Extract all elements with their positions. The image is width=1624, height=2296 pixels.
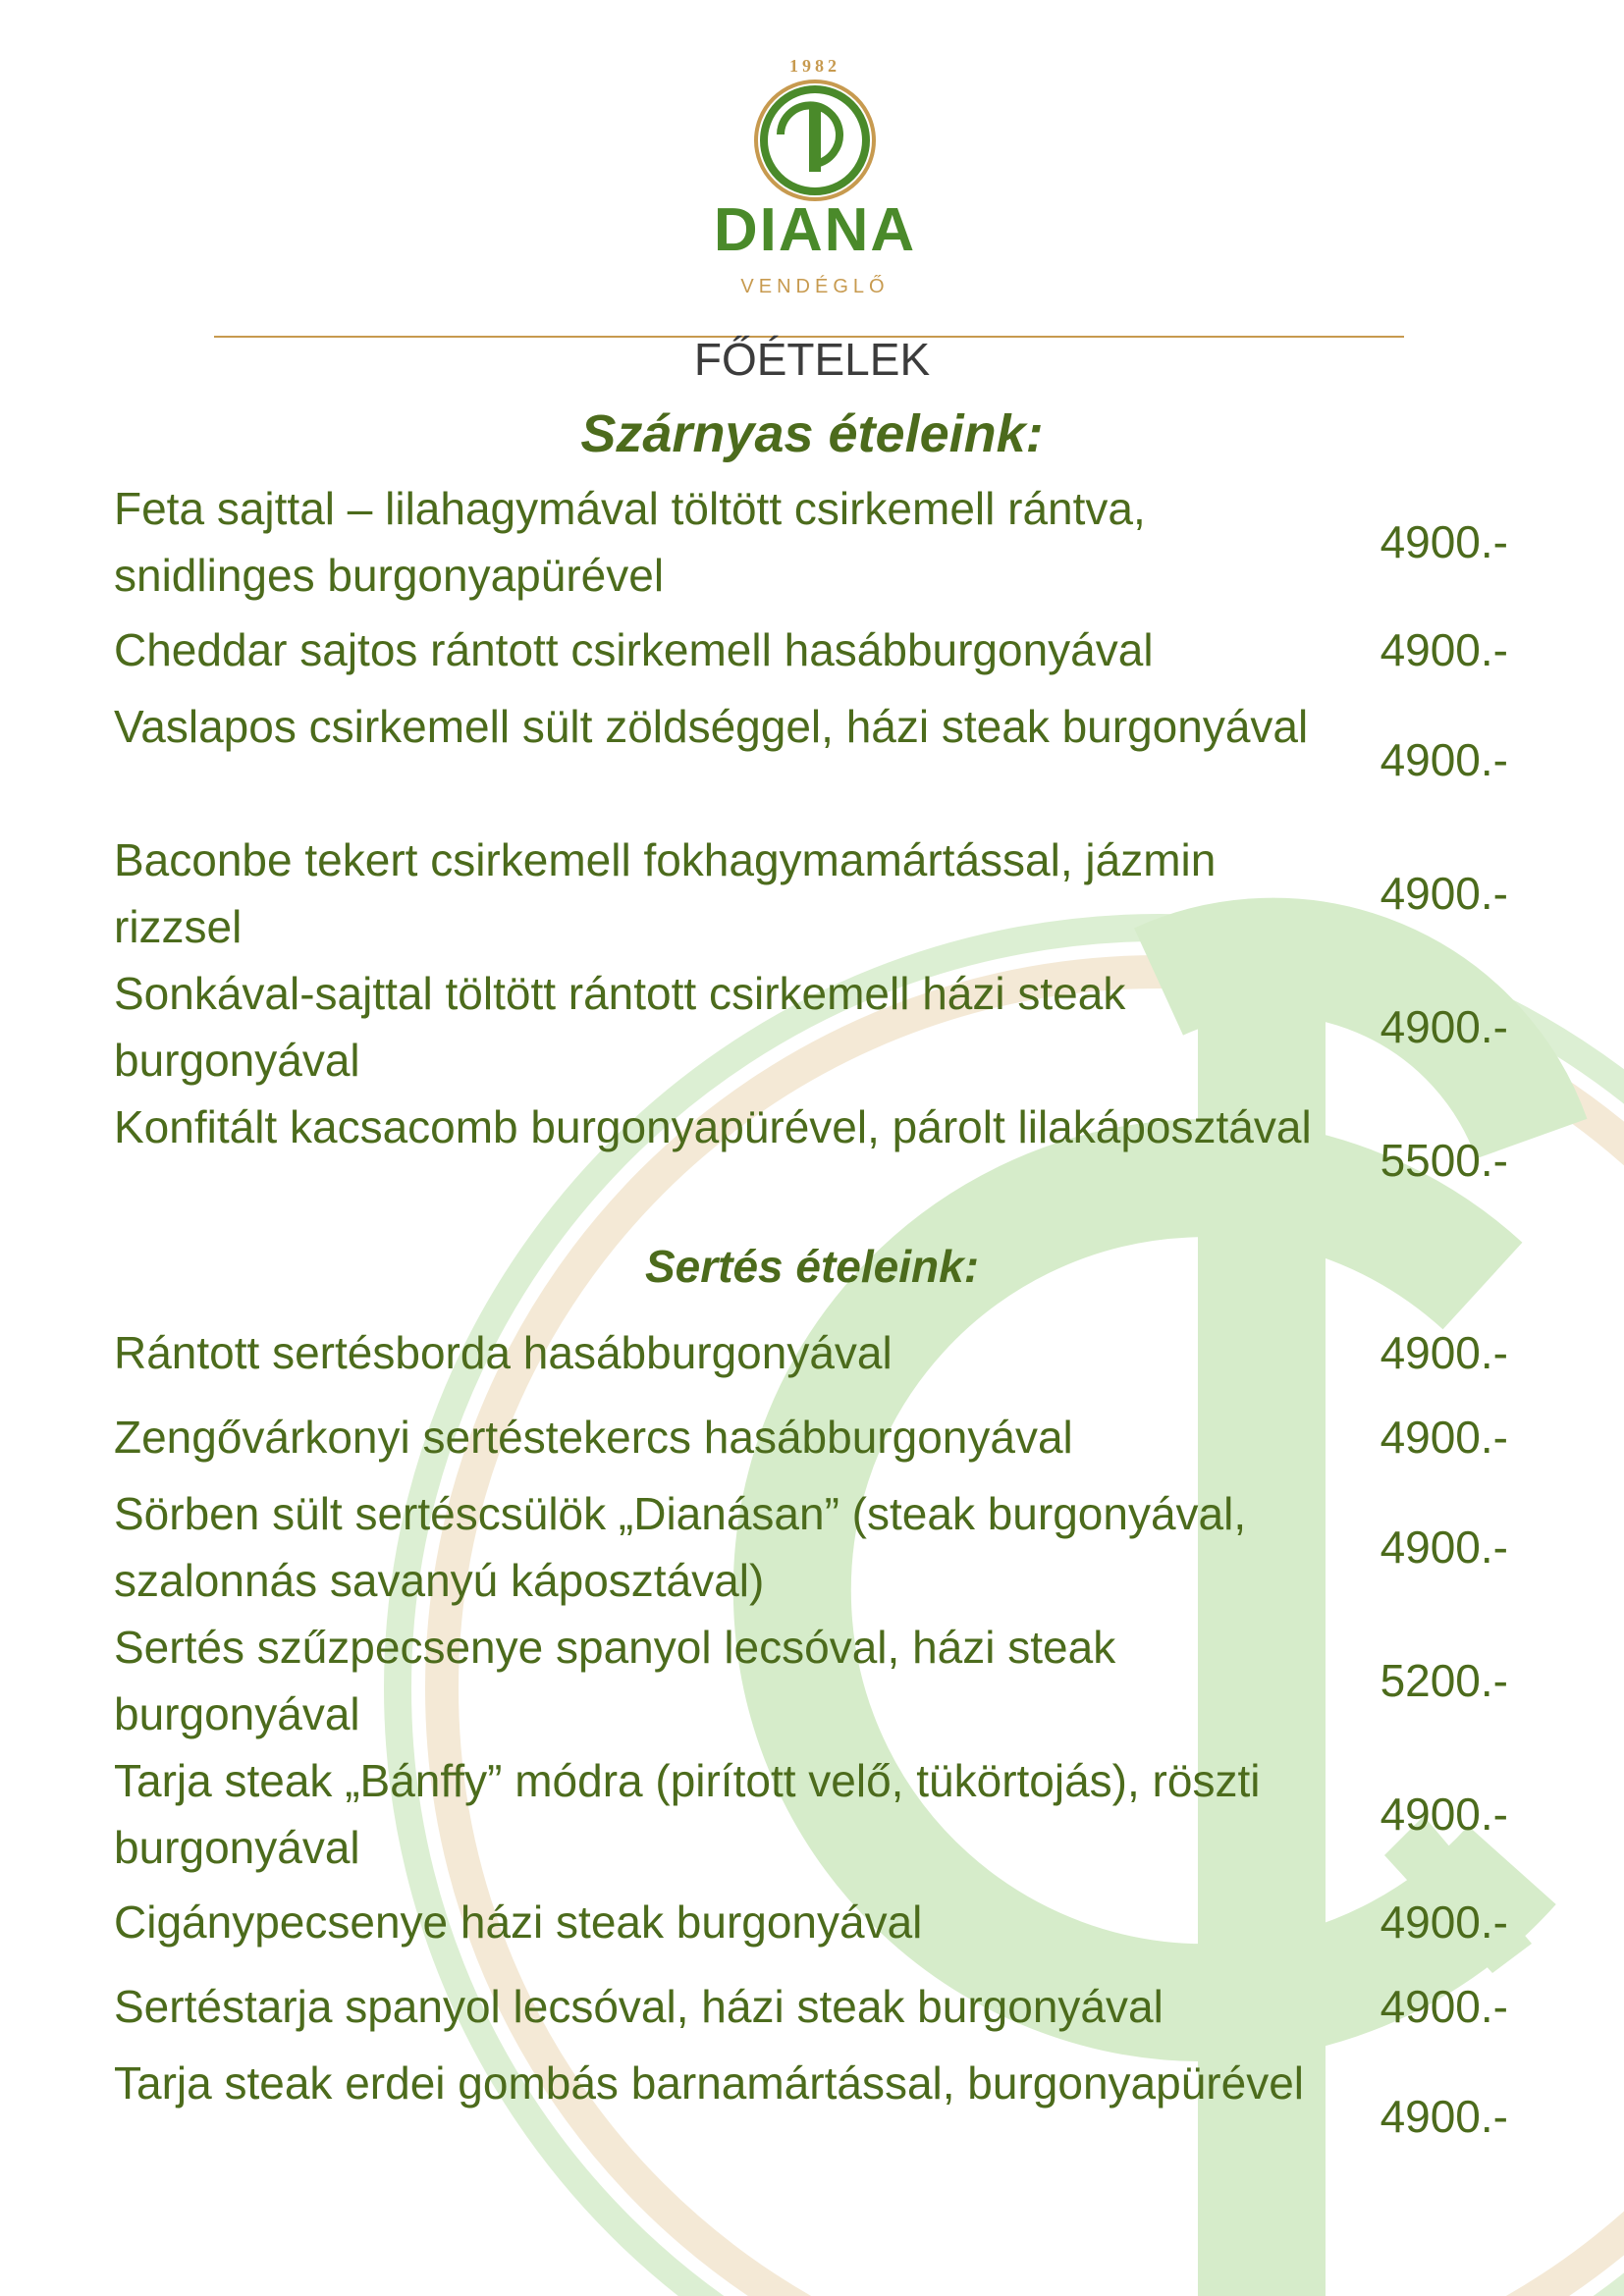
menu-item-name: Feta sajttal – lilahagymával töltött csirkemell rántva, snidlinges burgonyapürével: [114, 483, 1146, 601]
menu-item-name: Baconbe tekert csirkemell fokhagymamártással, jázmin rizzsel: [114, 834, 1217, 952]
menu-item: [114, 960, 1508, 1094]
menu-item: [114, 1889, 1508, 1957]
menu-item-name: Vaslapos csirkemell sült zöldséggel, házi steak burgonyával: [114, 701, 1309, 752]
logo-year: 1982: [789, 56, 840, 76]
menu-item-price: 4900.-: [1380, 1522, 1508, 1573]
menu-item-price: 5500.-: [1380, 1135, 1508, 1186]
menu-item-name: Sertéstarja spanyol lecsóval, házi steak burgonyával: [114, 1981, 1164, 2032]
menu-item-name: Sörben sült sertéscsülök „Dianásan” (steak burgonyával, szalonnás savanyú káposztával): [114, 1488, 1247, 1606]
logo-name: DIANA: [713, 196, 917, 264]
menu-item: [114, 693, 1508, 827]
menu-item-price: 4900.-: [1380, 1981, 1508, 2032]
menu-item-price: 4900.-: [1380, 624, 1508, 675]
menu-item: [114, 1094, 1508, 1227]
menu-item-name: Sonkával-sajttal töltött rántott csirkemell házi steak burgonyával: [114, 968, 1126, 1086]
menu-item-name: Cheddar sajtos rántott csirkemell hasábburgonyával: [114, 624, 1154, 675]
menu-item-price: 4900.-: [1380, 1896, 1508, 1948]
menu-item: [114, 1404, 1508, 1472]
menu-item-name: Tarja steak „Bánffy” módra (pirított velő, tükörtojás), röszti burgonyával: [114, 1755, 1261, 1873]
menu-item-price: 4900.-: [1380, 868, 1508, 919]
menu-item: [114, 1614, 1508, 1747]
menu-item: [114, 1747, 1508, 1881]
menu-item-name: Konfitált kacsacomb burgonyapürével, párolt lilakáposztával: [114, 1101, 1312, 1152]
section-title-pork: Sertés ételeink:: [644, 1241, 980, 1292]
menu-item: [114, 827, 1508, 960]
menu-item: [114, 616, 1508, 685]
menu-item-name: Cigánypecsenye házi steak burgonyával: [114, 1896, 923, 1948]
menu-item-price: 4900.-: [1380, 2091, 1508, 2142]
menu-item-name: Zengővárkonyi sertéstekercs hasábburgonyával: [114, 1412, 1073, 1463]
menu-item-name: Rántott sertésborda hasábburgonyával: [114, 1327, 893, 1378]
menu-item: [114, 475, 1508, 609]
menu-item-price: 5200.-: [1380, 1655, 1508, 1706]
menu-item-name: Tarja steak erdei gombás barnamártással, burgonyapürével: [114, 2057, 1304, 2109]
menu-item-price: 4900.-: [1380, 1001, 1508, 1052]
menu-item-price: 4900.-: [1380, 1327, 1508, 1378]
menu-item-price: 4900.-: [1380, 516, 1508, 567]
menu-item-price: 4900.-: [1380, 1412, 1508, 1463]
page-title: FŐÉTELEK: [693, 334, 931, 385]
menu-item-name: Sertés szűzpecsenye spanyol lecsóval, házi steak burgonyával: [114, 1622, 1116, 1739]
menu-item: [114, 1973, 1508, 2042]
logo-subtitle: VENDÉGLŐ: [740, 276, 890, 297]
menu-item-price: 4900.-: [1380, 1789, 1508, 1840]
menu-item: [114, 2050, 1508, 2183]
menu-item: [114, 1319, 1508, 1388]
menu-item-price: 4900.-: [1380, 734, 1508, 785]
section-title-poultry: Szárnyas ételeink:: [580, 404, 1044, 463]
menu-item: [114, 1480, 1508, 1614]
